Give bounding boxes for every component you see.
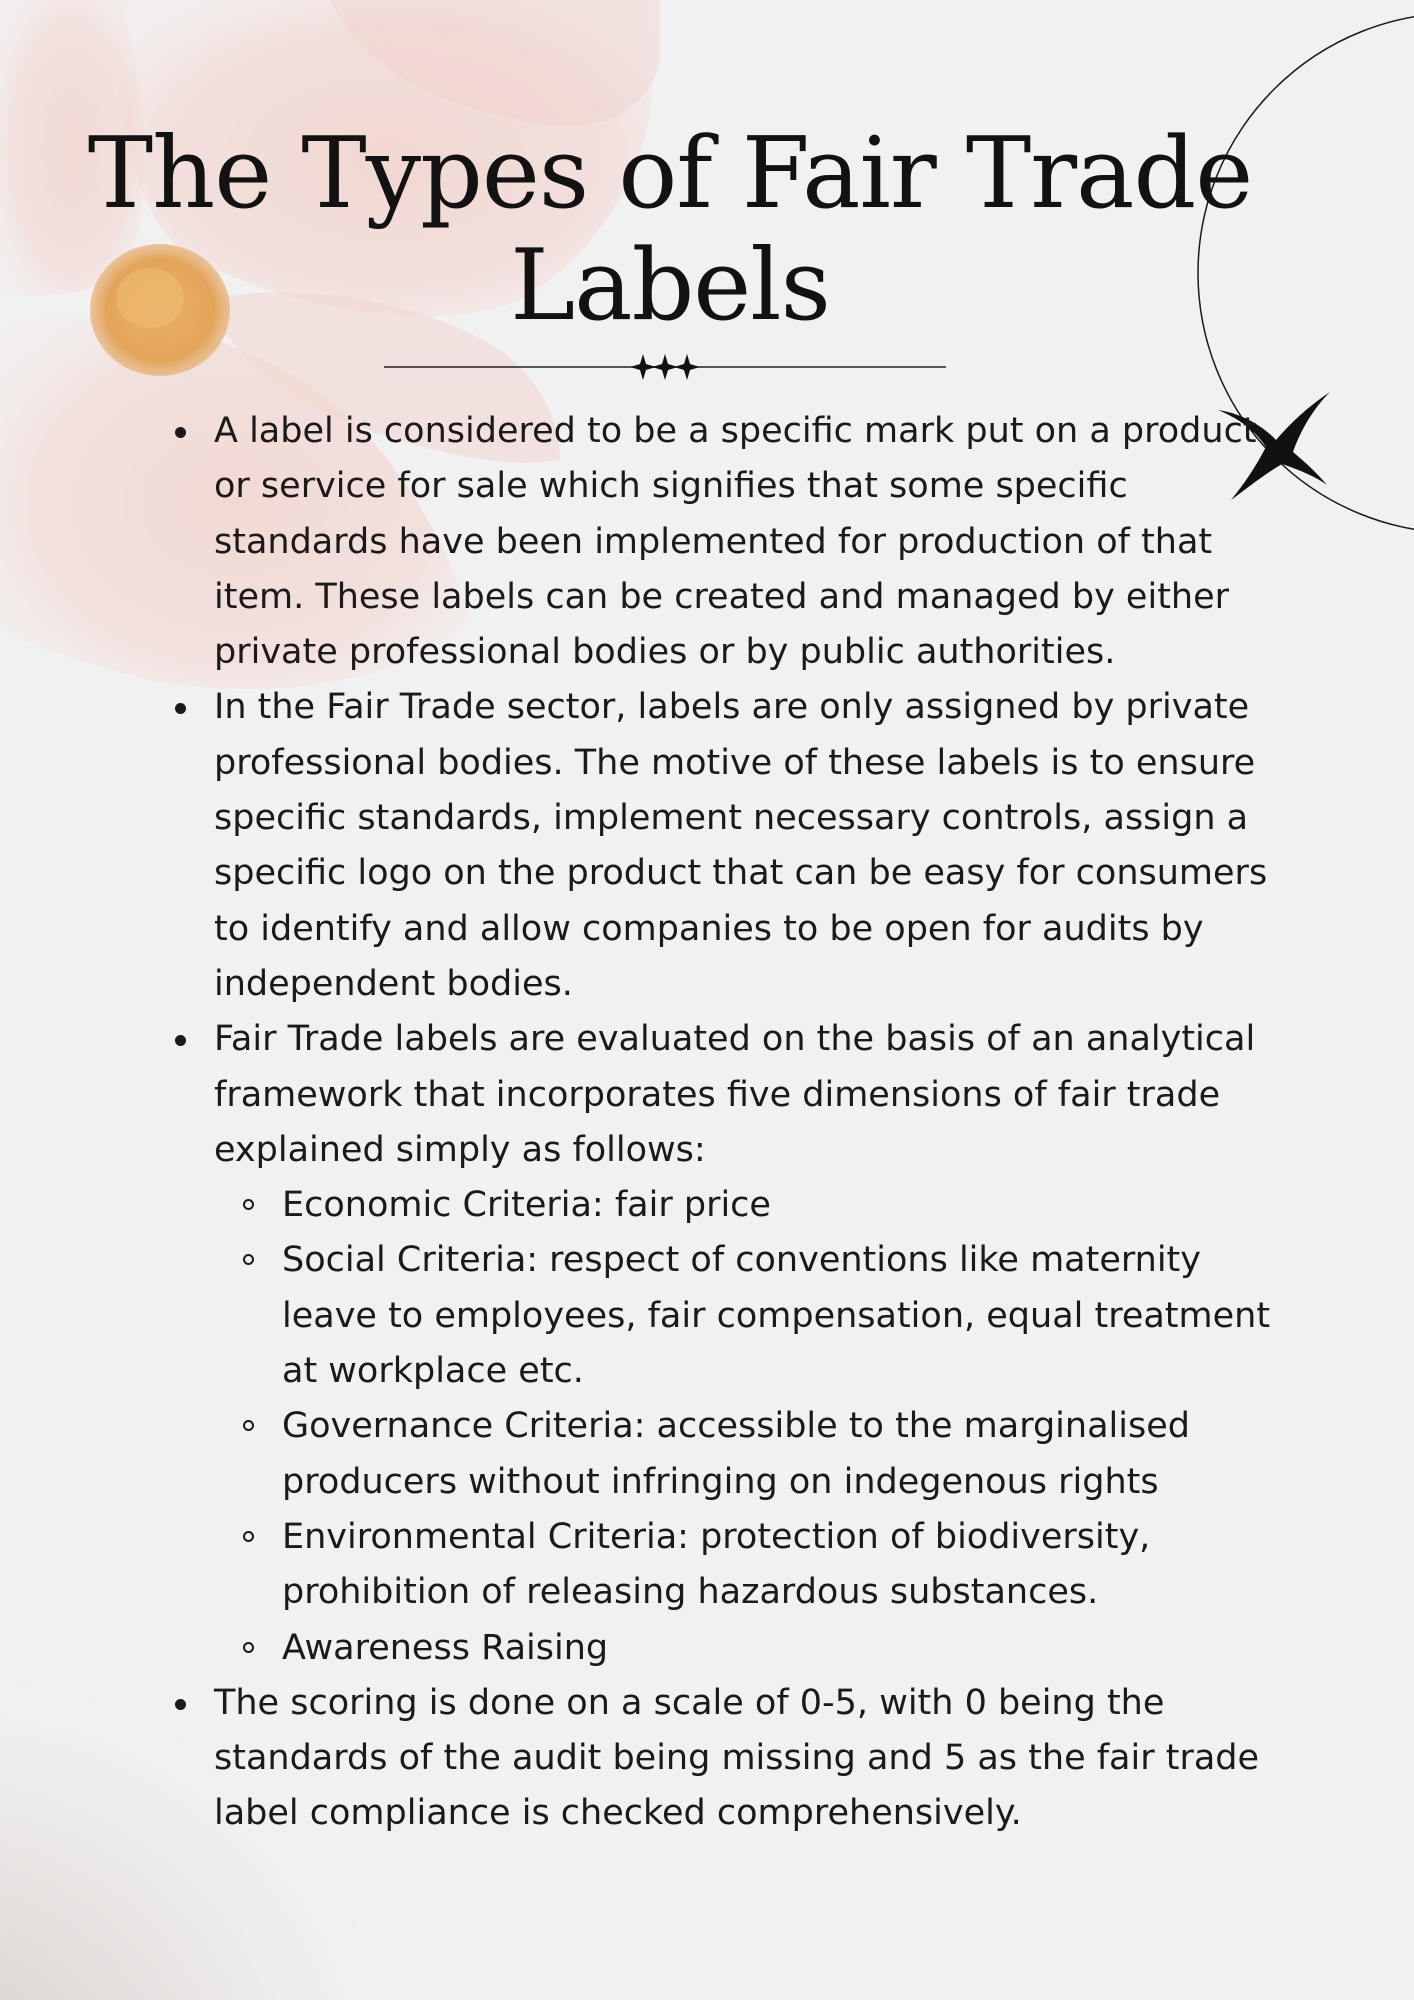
bullet-icon bbox=[175, 1699, 186, 1710]
bullet-icon bbox=[175, 1035, 186, 1046]
sub-list-item-text: Social Criteria: respect of conventions like maternity leave to employees, fair compensation, equal treatment at workplace etc. bbox=[282, 1240, 1271, 1392]
list-item-text: In the Fair Trade sector, labels are only assigned by private professional bodies. The motive of these labels is to ensure specific standards, implement necessary controls, assign a specific logo on the product that can be easy for consumers to identify and allow companies to be open for audits by independent bodies. bbox=[214, 687, 1268, 1004]
list-item-text: A label is considered to be a specific mark put on a product or service for sale which signifies that some specific standards have been implemented for production of that item. These labels can be created and managed by either private professional bodies or by public authorities. bbox=[214, 411, 1257, 673]
sub-list-item bbox=[214, 1178, 1275, 1233]
hollow-bullet-icon bbox=[243, 1199, 254, 1210]
bullet-icon bbox=[175, 427, 186, 438]
hollow-bullet-icon bbox=[243, 1254, 254, 1265]
list-item-text: The scoring is done on a scale of 0-5, with 0 being the standards of the audit being missing and 5 as the fair trade label compliance is checked comprehensively. bbox=[214, 1682, 1260, 1834]
bullet-list bbox=[165, 404, 1275, 1842]
sub-list-item bbox=[214, 1233, 1275, 1399]
sub-list-item bbox=[214, 1399, 1275, 1510]
sub-list-item bbox=[214, 1510, 1275, 1621]
list-item bbox=[165, 1012, 1275, 1676]
hollow-bullet-icon bbox=[243, 1420, 254, 1431]
sub-list-item-text: Governance Criteria: accessible to the marginalised producers without infringing on indegenous rights bbox=[282, 1406, 1190, 1502]
sub-list-item bbox=[214, 1621, 1275, 1676]
list-item-text: Fair Trade labels are evaluated on the basis of an analytical framework that incorporates five dimensions of fair trade explained simply as follows: bbox=[214, 1019, 1256, 1170]
page-title: The Types of Fair Trade Labels bbox=[87, 117, 1253, 343]
body-content bbox=[165, 404, 1275, 1842]
three-diamond-stars-icon bbox=[630, 354, 700, 380]
sub-list-item-text: Awareness Raising bbox=[282, 1627, 609, 1668]
list-item bbox=[165, 404, 1275, 680]
sub-list-item-text: Economic Criteria: fair price bbox=[282, 1185, 771, 1226]
title-divider bbox=[384, 352, 946, 382]
hollow-bullet-icon bbox=[243, 1531, 254, 1542]
list-item bbox=[165, 1676, 1275, 1842]
hollow-bullet-icon bbox=[243, 1642, 254, 1653]
sub-list-item-text: Environmental Criteria: protection of biodiversity, prohibition of releasing hazardous substances. bbox=[282, 1516, 1151, 1613]
list-item bbox=[165, 680, 1275, 1012]
sub-bullet-list bbox=[214, 1178, 1275, 1676]
bullet-icon bbox=[175, 703, 186, 714]
